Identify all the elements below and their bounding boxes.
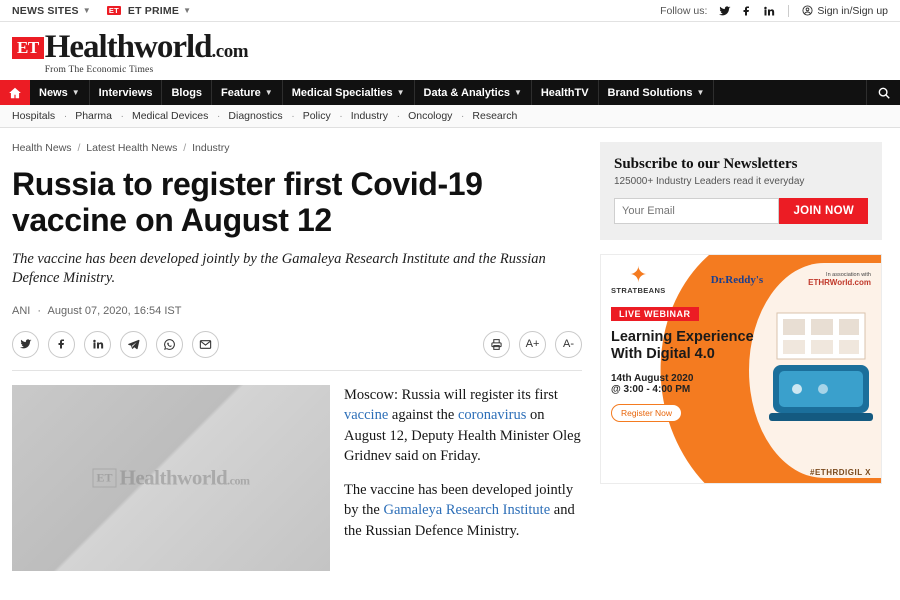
paragraph-text: on August 12, Deputy Health Minister Oleg Gridnev said on Friday. (344, 407, 581, 465)
reading-tools (483, 331, 582, 358)
chevron-down-icon: ▼ (71, 88, 80, 97)
chevron-down-icon: ▼ (513, 88, 522, 97)
stratbeans-icon: ✦ (629, 262, 648, 287)
nav-item-healthtv[interactable] (532, 80, 599, 105)
whatsapp-icon[interactable] (156, 331, 183, 358)
nav-item-news[interactable] (30, 80, 90, 105)
stratbeans-logo (611, 264, 666, 295)
chevron-down-icon: ▼ (264, 88, 273, 97)
masthead (0, 22, 900, 80)
divider (12, 370, 582, 371)
nav-label: HealthTV (540, 86, 589, 99)
print-icon[interactable] (483, 331, 510, 358)
breadcrumb-separator: / (77, 142, 81, 154)
subnav-item-research[interactable]: Research (472, 110, 518, 122)
breadcrumb-item-health-news[interactable]: Health News (12, 142, 72, 154)
image-watermark (92, 465, 249, 490)
nav-label: Data & Analytics (423, 86, 510, 99)
advertisement-banner[interactable] (600, 254, 882, 484)
byline-source: ANI (12, 304, 31, 317)
nav-label: Medical Specialties (291, 86, 393, 99)
font-increase-icon[interactable]: A+ (519, 331, 546, 358)
register-now-button[interactable]: Register Now (611, 404, 682, 422)
newsletter-subtitle: 125000+ Industry Leaders read it everyday (614, 176, 805, 187)
site-logo-text (45, 31, 248, 64)
watermark-text (120, 465, 250, 490)
home-icon[interactable] (0, 80, 30, 105)
chevron-down-icon: ▼ (696, 88, 705, 97)
ad-hashtag: #ETHRDIGIL X (810, 468, 871, 477)
byline-separator: · (37, 304, 42, 317)
ad-time: @ 3:00 - 4:00 PM (611, 383, 691, 395)
paragraph-text: and the Russian Defence Ministry. (344, 502, 575, 540)
nav-item-medical-specialties[interactable] (283, 80, 415, 105)
sign-in-label: Sign in/Sign up (817, 4, 888, 17)
font-decrease-icon[interactable]: A- (555, 331, 582, 358)
et-prime-badge: ET (108, 5, 119, 15)
drreddys-logo: Dr.Reddy's (710, 273, 764, 286)
nav-label: Interviews (98, 86, 153, 99)
breadcrumb-item-industry[interactable]: Industry (192, 142, 230, 154)
paragraph-text: The vaccine has been developed jointly by the (344, 481, 574, 519)
ad-illustration (767, 307, 875, 437)
subnav-item-oncology[interactable]: Oncology · (398, 110, 462, 122)
subnav-item-diagnostics[interactable]: Diagnostics · (218, 110, 292, 122)
watermark-dotcom: .com (227, 473, 250, 488)
article-column (12, 142, 582, 571)
byline (12, 305, 582, 317)
content-area (0, 128, 900, 571)
subnav-item-medical-devices[interactable]: Medical Devices · (122, 110, 218, 122)
subnav-item-policy[interactable]: Policy · (293, 110, 341, 122)
link-coronavirus[interactable]: coronavirus (457, 407, 527, 424)
utility-bar-left (12, 5, 191, 17)
article-paragraph-2 (344, 480, 582, 542)
email-icon[interactable] (192, 331, 219, 358)
telegram-icon[interactable] (120, 331, 147, 358)
site-logo-dotcom: .com (211, 41, 249, 62)
chevron-down-icon: ▼ (82, 6, 91, 15)
link-gamaleya-research-institute[interactable]: Gamaleya Research Institute (383, 502, 551, 519)
et-prime-link[interactable] (107, 5, 191, 17)
ad-date: 14th August 2020 (611, 372, 694, 384)
ad-headline: Learning Experience With Digital 4.0 (611, 329, 754, 363)
news-sites-label: NEWS SITES (12, 4, 79, 17)
article-lead-image (12, 385, 330, 571)
newsletter-title: Subscribe to our Newsletters (614, 156, 798, 172)
et-prime-label: ET PRIME (127, 4, 180, 17)
utility-bar-right (660, 4, 888, 17)
site-logo[interactable] (12, 31, 248, 75)
sign-in-link[interactable] (802, 5, 888, 17)
linkedin-icon[interactable] (762, 4, 775, 17)
nav-label: Feature (221, 86, 261, 99)
subnav-item-industry[interactable]: Industry · (341, 110, 398, 122)
link-vaccine[interactable]: vaccine (344, 407, 389, 424)
paragraph-text: Moscow: Russia will register its first (344, 386, 558, 403)
main-navigation (0, 80, 900, 105)
twitter-icon[interactable] (12, 331, 39, 358)
article-paragraph-1 (344, 385, 582, 467)
et-logo-mark: ET (12, 37, 44, 59)
breadcrumb-separator: / (183, 142, 187, 154)
newsletter-form (614, 198, 868, 224)
ad-brand-row (611, 264, 871, 295)
chevron-down-icon: ▼ (396, 88, 405, 97)
nav-item-data-analytics[interactable] (415, 80, 532, 105)
ad-association-label: In association with (826, 272, 871, 278)
action-row (12, 331, 582, 358)
ad-live-badge: LIVE WEBINAR (611, 307, 699, 321)
nav-item-feature[interactable] (212, 80, 283, 105)
join-now-button[interactable]: JOIN NOW (779, 198, 868, 224)
nav-label: Blogs (171, 86, 203, 99)
divider (788, 5, 789, 17)
sidebar (600, 142, 882, 571)
article-body (12, 385, 582, 571)
newsletter-signup (600, 142, 882, 240)
utility-bar (0, 0, 900, 22)
breadcrumb (12, 142, 582, 154)
paragraph-text: against the (388, 407, 458, 424)
nav-label: News (39, 86, 68, 99)
twitter-icon[interactable] (718, 4, 731, 17)
facebook-icon[interactable] (740, 4, 753, 17)
nav-item-brand-solutions[interactable] (599, 80, 715, 105)
breadcrumb-item-latest-health-news[interactable]: Latest Health News (86, 142, 178, 154)
follow-us-label: Follow us: (660, 4, 708, 17)
subnav-item-pharma[interactable]: Pharma · (65, 110, 122, 122)
facebook-icon[interactable] (48, 331, 75, 358)
share-buttons (12, 331, 219, 358)
nav-item-blogs[interactable] (162, 80, 212, 105)
page-title: Russia to register first Covid-19 vaccine on August 12 (12, 166, 483, 239)
section-navigation (0, 105, 900, 128)
watermark-name: Healthworld (119, 465, 228, 490)
byline-timestamp: August 07, 2020, 16:54 IST (47, 304, 182, 317)
stratbeans-label: STRATBEANS (611, 286, 666, 295)
subnav-item-hospitals[interactable]: Hospitals · (12, 110, 65, 122)
email-field[interactable] (614, 198, 779, 224)
ad-content (601, 255, 881, 483)
nav-label: Brand Solutions (607, 86, 693, 99)
ethrworld-logo: ETHRWorld.com (808, 278, 871, 287)
site-logo-name: Healthworld (44, 29, 212, 65)
nav-item-interviews[interactable] (90, 80, 163, 105)
article-standfirst: The vaccine has been developed jointly by the Gamaleya Research Institute and the Russian Defence Ministry. (12, 251, 546, 287)
site-tagline: From The Economic Times (44, 65, 154, 75)
ad-association (808, 272, 871, 287)
article-text (344, 385, 582, 571)
news-sites-menu[interactable] (12, 5, 91, 17)
watermark-mark: ET (92, 468, 116, 487)
chevron-down-icon: ▼ (183, 6, 192, 15)
linkedin-icon[interactable] (84, 331, 111, 358)
search-icon[interactable] (866, 80, 900, 105)
